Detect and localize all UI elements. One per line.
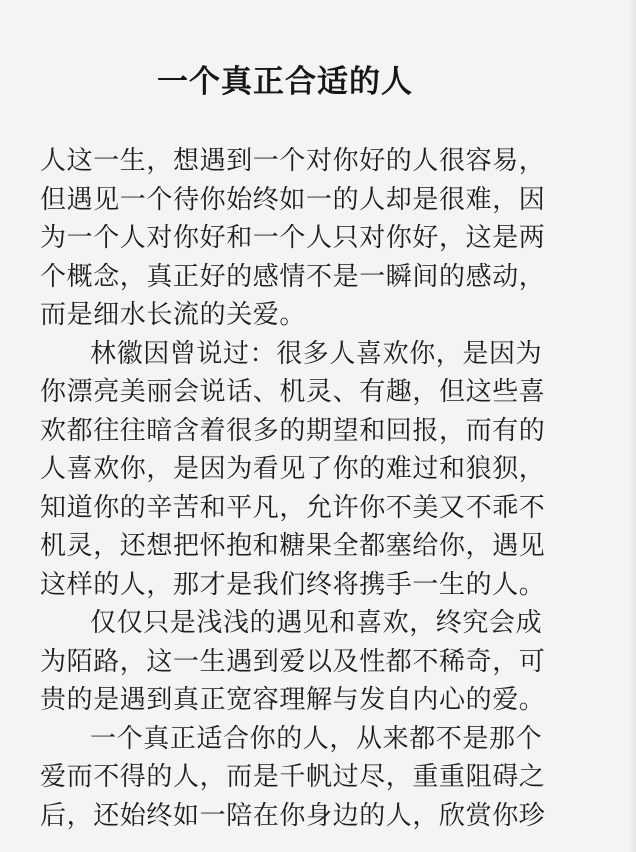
text-line: 但遇见一个待你始终如一的人却是很难，因	[40, 184, 546, 215]
text-line: 后，还始终如一陪在你身边的人，欣赏你珍	[40, 800, 546, 831]
text-line: 林徽因曾说过：很多人喜欢你，是因为	[90, 338, 543, 369]
text-line: 为陌路，这一生遇到爱以及性都不稀奇，可	[40, 646, 546, 677]
text-line: 机灵，还想把怀抱和糖果全都塞给你，遇见	[40, 531, 546, 561]
text-line: 爱而不得的人，而是千帆过尽，重重阻碍之	[40, 762, 546, 792]
text-line: 一个真正适合你的人，从来都不是那个	[90, 723, 543, 754]
text-line: 个概念，真正好的感情不是一瞬间的感动，	[40, 261, 546, 292]
text-line: 欢都往往暗含着很多的期望和回报，而有的	[40, 415, 546, 446]
text-line: 贵的是遇到真正宽容理解与发自内心的爱。	[40, 685, 546, 715]
article-title: 一个真正合适的人	[157, 64, 413, 100]
article-body	[40, 142, 620, 835]
text-line: 人这一生，想遇到一个对你好的人很容易，	[40, 146, 546, 176]
text-line: 你漂亮美丽会说话、机灵、有趣，但这些喜	[40, 377, 546, 407]
text-line: 为一个人对你好和一个人只对你好，这是两	[40, 223, 546, 253]
text-line: 仅仅只是浅浅的遇见和喜欢，终究会成	[90, 608, 543, 638]
text-line: 知道你的辛苦和平凡，允许你不美又不乖不	[40, 492, 546, 523]
text-line: 人喜欢你，是因为看见了你的难过和狼狈，	[40, 454, 546, 484]
page-edge-shadow	[628, 0, 636, 852]
text-line: 这样的人，那才是我们终将携手一生的人。	[40, 569, 546, 600]
text-line: 而是细水长流的关爱。	[40, 300, 307, 330]
